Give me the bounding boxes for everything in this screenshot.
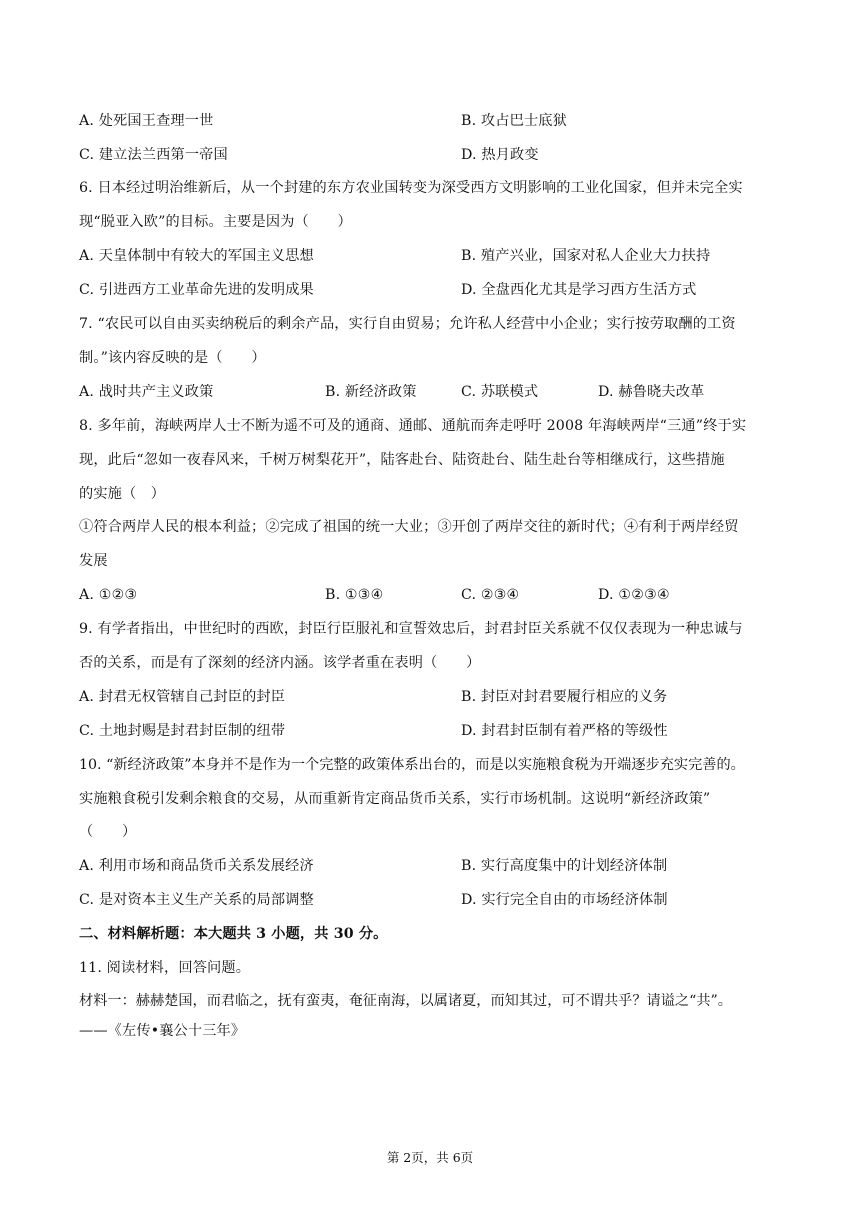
q5-options-row1 [79, 111, 567, 131]
q10-options-row2 [79, 890, 668, 910]
q10-option-b: B. 实行高度集中的计划经济体制 [461, 858, 668, 874]
q7-option-a: A. 战时共产主义政策 [79, 384, 214, 400]
q11-material-1: 材料一：赫赫楚国，而君临之，抚有蛮夷，奄征南海，以属诸夏，而知其过，可不谓共乎？请谥之“共”。 [79, 993, 732, 1009]
q6-option-a: A. 天皇体制中有较大的军国主义思想 [79, 248, 314, 264]
q9-option-a: A. 封君无权管辖自己封臣的封臣 [79, 689, 286, 705]
q8-option-a: A. ①②③ [79, 587, 138, 603]
q8-stem-line1: 8. 多年前，海峡两岸人士不断为遥不可及的通商、通邮、通航而奔走呼吁 2008 年海峡两岸“三通”终于实 [79, 418, 747, 434]
q5-option-a: A. 处死国王查理一世 [79, 113, 214, 129]
q10-stem-line2: 实施粮食税引发剩余粮食的交易，从而重新肯定商品货币关系，实行市场机制。这说明“新经济政策” [79, 791, 711, 807]
q9-option-c: C. 土地封赐是封君封臣制的纽带 [79, 723, 286, 739]
q8-option-c: C. ②③④ [461, 587, 520, 603]
q8-items-line1: ①符合两岸人民的根本利益；②完成了祖国的统一大业；③开创了两岸交往的新时代；④有利于两岸经贸 [79, 519, 739, 535]
q10-stem-line1: 10. “新经济政策”本身并不是作为一个完整的政策体系出台的，而是以实施粮食税为开端逐步充实完善的。 [79, 757, 745, 773]
q11-material-1-source: ——《左传•襄公十三年》 [79, 1023, 246, 1039]
q8-option-b: B. ①③④ [325, 587, 384, 603]
q9-options-row1 [79, 687, 668, 707]
q7-options-row [79, 382, 705, 402]
q8-options-row [79, 585, 670, 605]
q10-option-a: A. 利用市场和商品货币关系发展经济 [79, 858, 314, 874]
q6-stem-line2: 现“脱亚入欧”的目标。主要是因为（ ） [79, 214, 352, 230]
q10-options-row1 [79, 856, 668, 876]
q9-option-b: B. 封臣对封君要履行相应的义务 [461, 689, 668, 705]
q7-option-b: B. 新经济政策 [325, 384, 417, 400]
q8-stem-line3: 的实施（ ） [79, 486, 166, 502]
q7-option-d: D. 赫鲁晓夫改革 [598, 384, 705, 400]
q5-option-c: C. 建立法兰西第一帝国 [79, 147, 228, 163]
q9-options-row2 [79, 721, 668, 741]
q10-stem-line3: （ ） [79, 824, 137, 840]
q6-options-row2 [79, 280, 697, 300]
q6-option-b: B. 殖产兴业，国家对私人企业大力扶持 [461, 248, 711, 264]
q10-option-d: D. 实行完全自由的市场经济体制 [461, 892, 668, 908]
q8-option-d: D. ①②③④ [598, 587, 670, 603]
q9-stem-line2: 否的关系，而是有了深刻的经济内涵。该学者重在表明（ ） [79, 655, 481, 671]
q5-option-b: B. 攻占巴士底狱 [461, 113, 567, 129]
q7-stem-line1: 7. “农民可以自由买卖纳税后的剩余产品，实行自由贸易；允许私人经营中小企业；实行按劳取酬的工资 [79, 316, 736, 332]
section-2-heading: 二、材料解析题：本大题共 3 小题，共 30 分。 [79, 926, 388, 942]
q10-option-c: C. 是对资本主义生产关系的局部调整 [79, 892, 314, 908]
q6-option-c: C. 引进西方工业革命先进的发明成果 [79, 282, 314, 298]
q5-option-d: D. 热月政变 [461, 147, 539, 163]
q6-option-d: D. 全盘西化尤其是学习西方生活方式 [461, 282, 697, 298]
q5-options-row2 [79, 145, 539, 165]
q9-option-d: D. 封君封臣制有着严格的等级性 [461, 723, 668, 739]
q6-options-row1 [79, 246, 711, 266]
q8-items-line2: 发展 [79, 553, 108, 569]
q9-stem-line1: 9. 有学者指出，中世纪时的西欧，封臣行臣服礼和宣誓效忠后，封君封臣关系就不仅仅表现为一种忠诚与 [79, 621, 743, 637]
q8-stem-line2: 现，此后“忽如一夜春风来，千树万树梨花开”，陆客赴台、陆资赴台、陆生赴台等相继成行，这些措施 [79, 452, 725, 468]
q7-option-c: C. 苏联模式 [461, 384, 539, 400]
q11-stem: 11. 阅读材料，回答问题。 [79, 960, 251, 976]
page-footer: 第 2页，共 6页 [386, 1150, 474, 1165]
q7-stem-line2: 制。”该内容反映的是（ ） [79, 350, 266, 366]
q6-stem-line1: 6. 日本经过明治维新后，从一个封建的东方农业国转变为深受西方文明影响的工业化国家，但并未完全实 [79, 180, 743, 196]
